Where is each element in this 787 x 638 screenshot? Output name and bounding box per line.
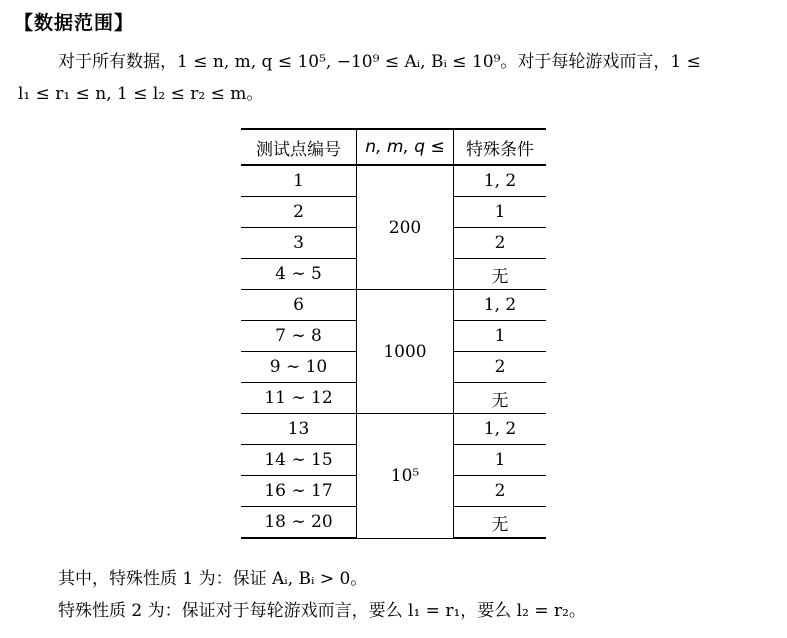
- condition-cell: 2: [454, 228, 547, 259]
- case-id-cell: 7 ∼ 8: [241, 321, 357, 352]
- case-id-cell: 11 ∼ 12: [241, 383, 357, 414]
- condition-cell: 1, 2: [454, 165, 547, 197]
- condition-cell: 1, 2: [454, 414, 547, 445]
- condition-cell: 无: [454, 507, 547, 539]
- condition-cell: 无: [454, 259, 547, 290]
- table-row: [241, 165, 546, 197]
- table-row: [241, 290, 546, 321]
- condition-cell: 1: [454, 445, 547, 476]
- case-id-cell: 4 ∼ 5: [241, 259, 357, 290]
- special-property-2: 特殊性质 2 为：保证对于每轮游戏而言，要么 l₁ = r₁，要么 l₂ = r₂。: [58, 601, 586, 621]
- section-heading: 【数据范围】: [14, 12, 135, 34]
- case-id-cell: 1: [241, 165, 357, 197]
- case-id-cell: 3: [241, 228, 357, 259]
- case-id-cell: 6: [241, 290, 357, 321]
- case-id-cell: 14 ∼ 15: [241, 445, 357, 476]
- constraints-paragraph: [18, 46, 773, 110]
- limit-cell: 10⁵: [357, 414, 454, 539]
- limit-cell: 200: [357, 165, 454, 290]
- table-row: [241, 414, 546, 445]
- condition-cell: 1: [454, 321, 547, 352]
- constraints-line-2: l₁ ≤ r₁ ≤ n, 1 ≤ l₂ ≤ r₂ ≤ m。: [18, 84, 264, 104]
- table-header-row: [241, 129, 546, 165]
- case-id-cell: 9 ∼ 10: [241, 352, 357, 383]
- condition-cell: 2: [454, 476, 547, 507]
- case-id-cell: 13: [241, 414, 357, 445]
- header-case-id: 测试点编号: [241, 129, 357, 165]
- header-limit: n, m, q ≤: [357, 129, 454, 165]
- condition-cell: 1, 2: [454, 290, 547, 321]
- case-id-cell: 18 ∼ 20: [241, 507, 357, 539]
- special-property-1: 其中，特殊性质 1 为：保证 Aᵢ, Bᵢ > 0。: [58, 569, 368, 589]
- limit-cell: 1000: [357, 290, 454, 414]
- condition-cell: 2: [454, 352, 547, 383]
- constraints-line-1: 对于所有数据，1 ≤ n, m, q ≤ 10⁵, −10⁹ ≤ Aᵢ, Bᵢ ≤ 10⁹。对于每轮游戏而言，1 ≤: [58, 52, 701, 72]
- case-id-cell: 16 ∼ 17: [241, 476, 357, 507]
- header-condition: 特殊条件: [454, 129, 547, 165]
- case-id-cell: 2: [241, 197, 357, 228]
- testcase-table: [241, 128, 546, 539]
- condition-cell: 1: [454, 197, 547, 228]
- condition-cell: 无: [454, 383, 547, 414]
